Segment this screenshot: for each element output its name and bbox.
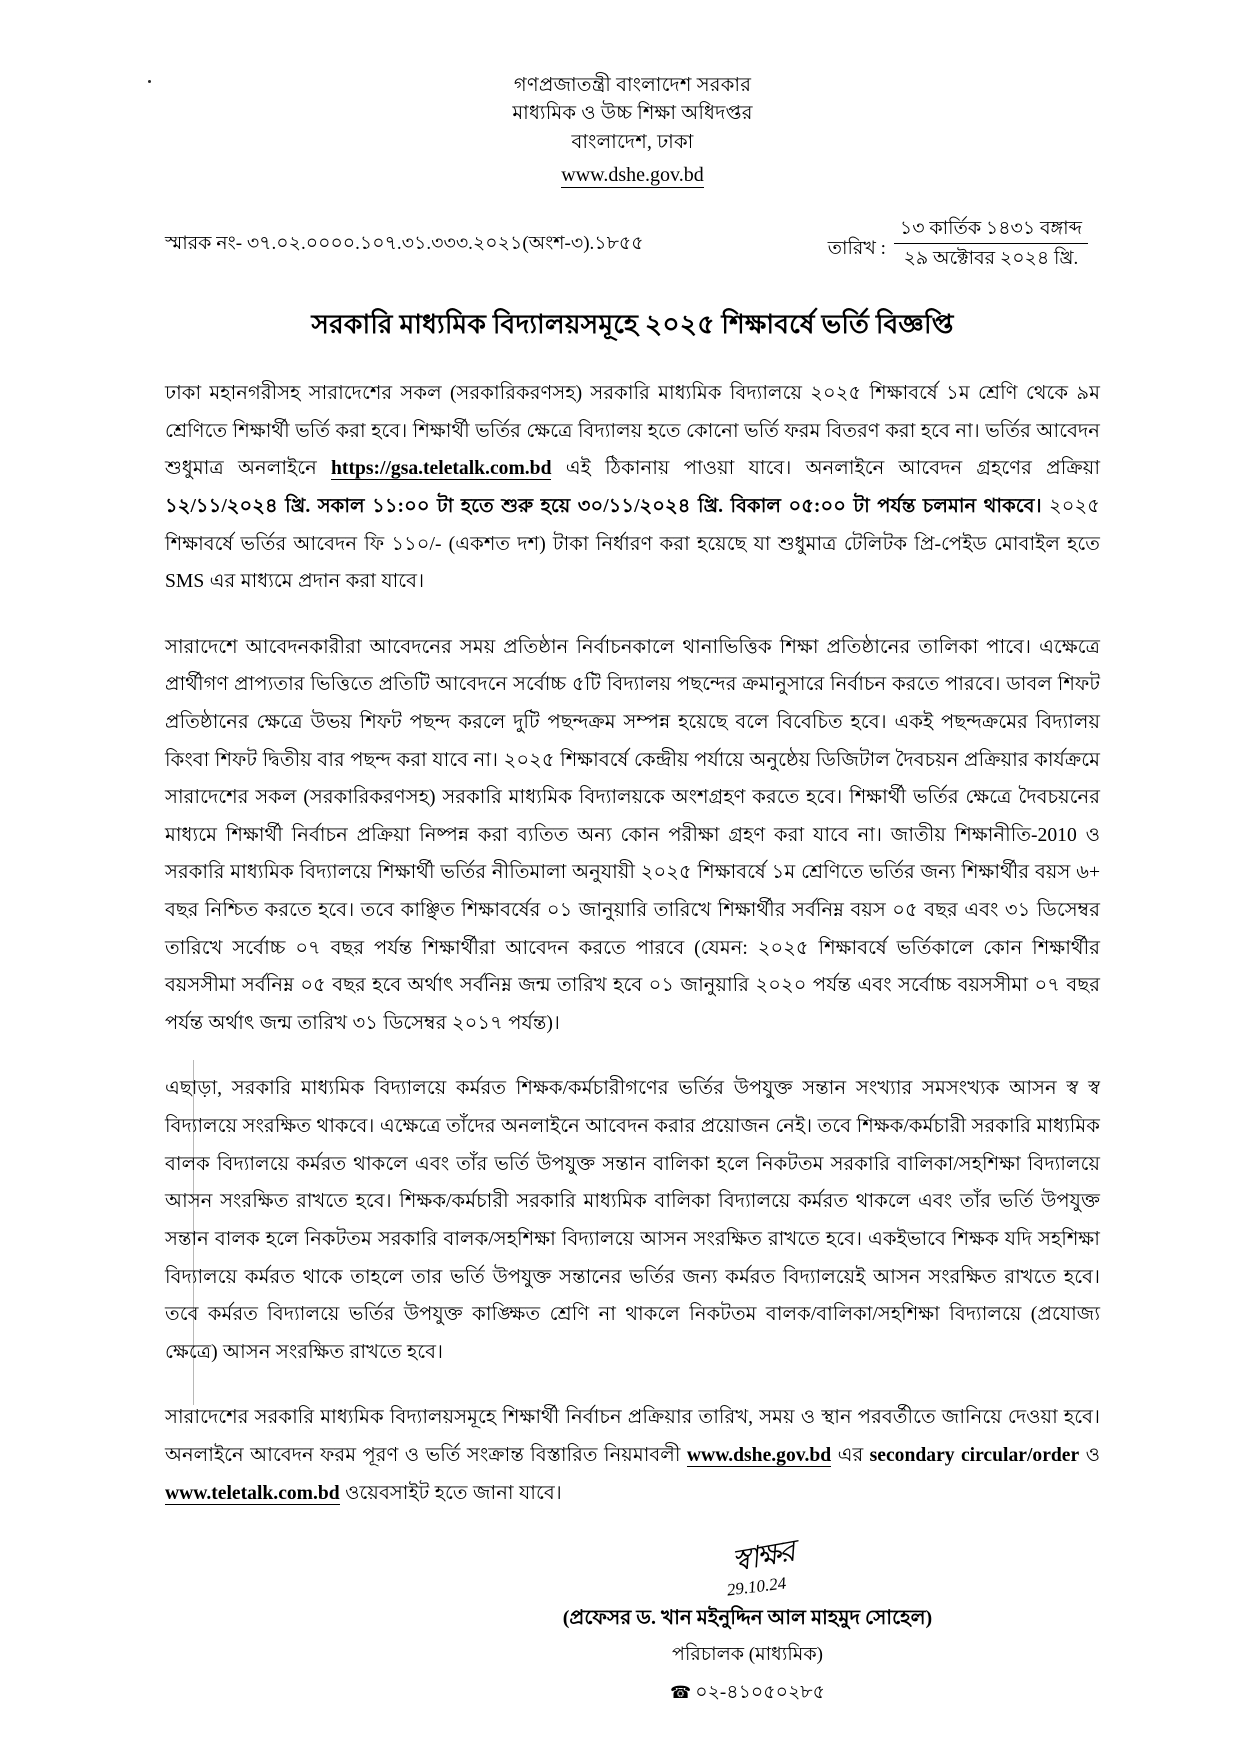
memo-number: স্মারক নং- ৩৭.০২.০০০০.১০৭.৩১.৩৩৩.২০২১(অংশ-৩).১৮৫৫ bbox=[165, 232, 644, 254]
date-values bbox=[894, 217, 1088, 272]
paragraph-1 bbox=[165, 375, 1100, 601]
signatory-name: (প্রফেসর ড. খান মইনুদ্দিন আল মাহমুদ সোহেল) bbox=[562, 1606, 933, 1629]
govt-name: গণপ্রজাতন্ত্রী বাংলাদেশ সরকার bbox=[513, 75, 752, 96]
signatory-phone bbox=[395, 1678, 1100, 1710]
secondary-circular-label: secondary circular/order bbox=[869, 1444, 1080, 1466]
signatory-role: পরিচালক (মাধ্যমিক) bbox=[672, 1643, 823, 1665]
p1-text-a: ঢাকা মহানগরীসহ সারাদেশের সকল (সরকারিকরণসহ) সরকারি মাধ্যমিক বিদ্যালয়ে ২০২৫ শিক্ষাবর্ষে ১ম শ্রেণি থেকে ৯ম শ্রেণিতে শিক্ষার্থী ভর্তি করা হবে। শিক্ষার্থী ভর্তির ক্ষেত্রে বিদ্যালয় হতে কোনো ভর্তি ফরম বিতরণ করা হবে না। ভর্তির আবেদন শুধুমাত্র অনলাইনে bbox=[165, 383, 1100, 480]
p1-text-b: এই ঠিকানায় পাওয়া যাবে। অনলাইনে আবেদন গ্রহণের প্রক্রিয়া bbox=[551, 458, 1100, 480]
p1-schedule-bold: ১২/১১/২০২৪ খ্রি. সকাল ১১:০০ টা হতে শুরু হয়ে ৩০/১১/২০২৪ খ্রি. বিকাল ০৫:০০ টা পর্যন্ত চলমান থাকবে। bbox=[165, 495, 1042, 517]
teletalk-website-link[interactable]: www.teletalk.com.bd bbox=[165, 1482, 340, 1504]
p4-text-c: ও bbox=[1079, 1444, 1100, 1466]
signature-block bbox=[165, 1532, 1100, 1710]
p4-text-b: এর bbox=[831, 1444, 870, 1466]
handwritten-signature-date: 29.10.24 bbox=[725, 1573, 788, 1600]
date-label: তারিখ : bbox=[827, 237, 886, 259]
document-content bbox=[165, 0, 1100, 1710]
paragraph-3: এছাড়া, সরকারি মাধ্যমিক বিদ্যালয়ে কর্মরত শিক্ষক/কর্মচারীগণের ভর্তির উপযুক্ত সন্তান সংখ্যার সমসংখ্যক আসন স্ব স্ব বিদ্যালয়ে সংরক্ষিত থাকবে। এক্ষেত্রে তাঁদের অনলাইনে আবেদন করার প্রয়োজন নেই। তবে শিক্ষক/কর্মচারী সরকারি মাধ্যমিক বালক বিদ্যালয়ে কর্মরত থাকলে এবং তাঁর ভর্তি উপযুক্ত সন্তান বালিকা হলে নিকটতম সরকারি বালিকা/সহশিক্ষা বিদ্যালয়ে আসন সংরক্ষিত রাখতে হবে। শিক্ষক/কর্মচারী সরকারি মাধ্যমিক বালিকা বিদ্যালয়ে কর্মরত থাকলে এবং তাঁর ভর্তি উপযুক্ত সন্তান বালক হলে নিকটতম সরকারি বালক/সহশিক্ষা বিদ্যালয়ে আসন সংরক্ষিত রাখতে হবে। একইভাবে শিক্ষক যদি সহশিক্ষা বিদ্যালয়ে কর্মরত থাকে তাহলে তার ভর্তি উপযুক্ত সন্তানের ভর্তির জন্য কর্মরত বিদ্যালয়েই আসন সংরক্ষিত রাখতে হবে। তবে কর্মরত বিদ্যালয়ে ভর্তির উপযুক্ত কাঙ্ক্ষিত শ্রেণি না থাকলে নিকটতম বালক/বালিকা/সহশিক্ষা বিদ্যালয়ে (প্রযোজ্য ক্ষেত্রে) আসন সংরক্ষিত রাখতে হবে। bbox=[165, 1078, 1100, 1363]
gregorian-date: ২৯ অক্টোবর ২০২৪ খ্রি. bbox=[903, 248, 1079, 270]
scan-dot-artifact bbox=[148, 80, 151, 83]
paragraph-4 bbox=[165, 1399, 1100, 1512]
location: বাংলাদেশ, ঢাকা bbox=[571, 131, 694, 153]
date-block bbox=[828, 217, 1100, 272]
website-link[interactable] bbox=[165, 161, 1100, 190]
gsa-teletalk-link[interactable]: https://gsa.teletalk.com.bd bbox=[331, 458, 552, 480]
p1-text-c: ২০২৫ শিক্ষাবর্ষে ভর্তির আবেদন ফি ১১০/- (একশত দশ) টাকা নির্ধারণ করা হয়েছে যা শুধুমাত্র টেলিটক প্রি-পেইড মোবাইল হতে SMS এর মাধ্যমে প্রদান করা যাবে। bbox=[165, 495, 1100, 593]
page-title: সরকারি মাধ্যমিক বিদ্যালয়সমূহে ২০২৫ শিক্ষাবর্ষে ভর্তি বিজ্ঞপ্তি bbox=[311, 309, 954, 340]
phone-icon: ☎ bbox=[670, 1682, 692, 1702]
p4-text-d: ওয়েবসাইট হতে জানা যাবে। bbox=[339, 1482, 562, 1504]
handwritten-signature: স্বাক্ষর bbox=[729, 1534, 796, 1578]
bangla-date: ১৩ কার্তিক ১৪৩১ বঙ্গাব্দ bbox=[894, 217, 1088, 245]
website-url: www.dshe.gov.bd bbox=[561, 164, 704, 187]
dshe-website-link[interactable]: www.dshe.gov.bd bbox=[686, 1444, 832, 1466]
paragraph-2: সারাদেশে আবেদনকারীরা আবেদনের সময় প্রতিষ্ঠান নির্বাচনকালে থানাভিত্তিক শিক্ষা প্রতিষ্ঠানের তালিকা পাবে। এক্ষেত্রে প্রার্থীগণ প্রাপ্যতার ভিত্তিতে প্রতিটি আবেদনে সর্বোচ্চ ৫টি বিদ্যালয় পছন্দের ক্রমানুসারে নির্বাচন করতে পারবে। ডাবল শিফট প্রতিষ্ঠানের ক্ষেত্রে উভয় শিফট পছন্দ করলে দুটি পছন্দক্রম সম্পন্ন হয়েছে বলে বিবেচিত হবে। একই পছন্দক্রমের বিদ্যালয় কিংবা শিফট দ্বিতীয় বার পছন্দ করা যাবে না। ২০২৫ শিক্ষাবর্ষে কেন্দ্রীয় পর্যায়ে অনুষ্ঠেয় ডিজিটাল দৈবচয়ন প্রক্রিয়ার কার্যক্রমে সারাদেশের সকল (সরকারিকরণসহ) সরকারি মাধ্যমিক বিদ্যালয়কে অংশগ্রহণ করতে হবে। শিক্ষার্থী ভর্তির ক্ষেত্রে দৈবচয়নের মাধ্যমে শিক্ষার্থী নির্বাচন প্রক্রিয়া নিষ্পন্ন করা ব্যতিত অন্য কোন পরীক্ষা গ্রহণ করা যাবে না। জাতীয় শিক্ষানীতি-2010 ও সরকারি মাধ্যমিক বিদ্যালয়ে শিক্ষার্থী ভর্তির নীতিমালা অনুযায়ী ২০২৫ শিক্ষাবর্ষে ১ম শ্রেণিতে ভর্তির জন্য শিক্ষার্থীর বয়স ৬+ বছর নিশ্চিত করতে হবে। তবে কাঞ্ছিত শিক্ষাবর্ষের ০১ জানুয়ারি তারিখে শিক্ষার্থীর সর্বনিম্ন বয়স ০৫ বছর এবং ৩১ ডিসেম্বর তারিখে সর্বোচ্চ ০৭ বছর পর্যন্ত শিক্ষার্থীরা আবেদন করতে পারবে (যেমন: ২০২৫ শিক্ষাবর্ষে ভর্তিকালে কোন শিক্ষার্থীর বয়সসীমা সর্বনিম্ন ০৫ বছর হবে অর্থাৎ সর্বনিম্ন জন্ম তারিখ হবে ০১ জানুয়ারি ২০২০ পর্যন্ত এবং সর্বোচ্চ বয়সসীমা ০৭ বছর পর্যন্ত অর্থাৎ জন্ম তারিখ ৩১ ডিসেম্বর ২০১৭ পর্যন্ত)। bbox=[165, 636, 1100, 1034]
directorate-name: মাধ্যমিক ও উচ্চ শিক্ষা অধিদপ্তর bbox=[512, 103, 753, 125]
letterhead bbox=[165, 0, 1100, 191]
p4-text-a: সারাদেশের সরকারি মাধ্যমিক বিদ্যালয়সমূহে শিক্ষার্থী নির্বাচন প্রক্রিয়ার তারিখ, সময় ও স্থান পরবর্তীতে জানিয়ে দেওয়া হবে। অনলাইনে আবেদন ফরম পূরণ ও ভর্তি সংক্রান্ত বিস্তারিত নিয়মাবলী bbox=[165, 1407, 1100, 1466]
phone-number: ০২-৪১০৫০২৮৫ bbox=[695, 1681, 825, 1703]
memo-row bbox=[165, 217, 1100, 272]
